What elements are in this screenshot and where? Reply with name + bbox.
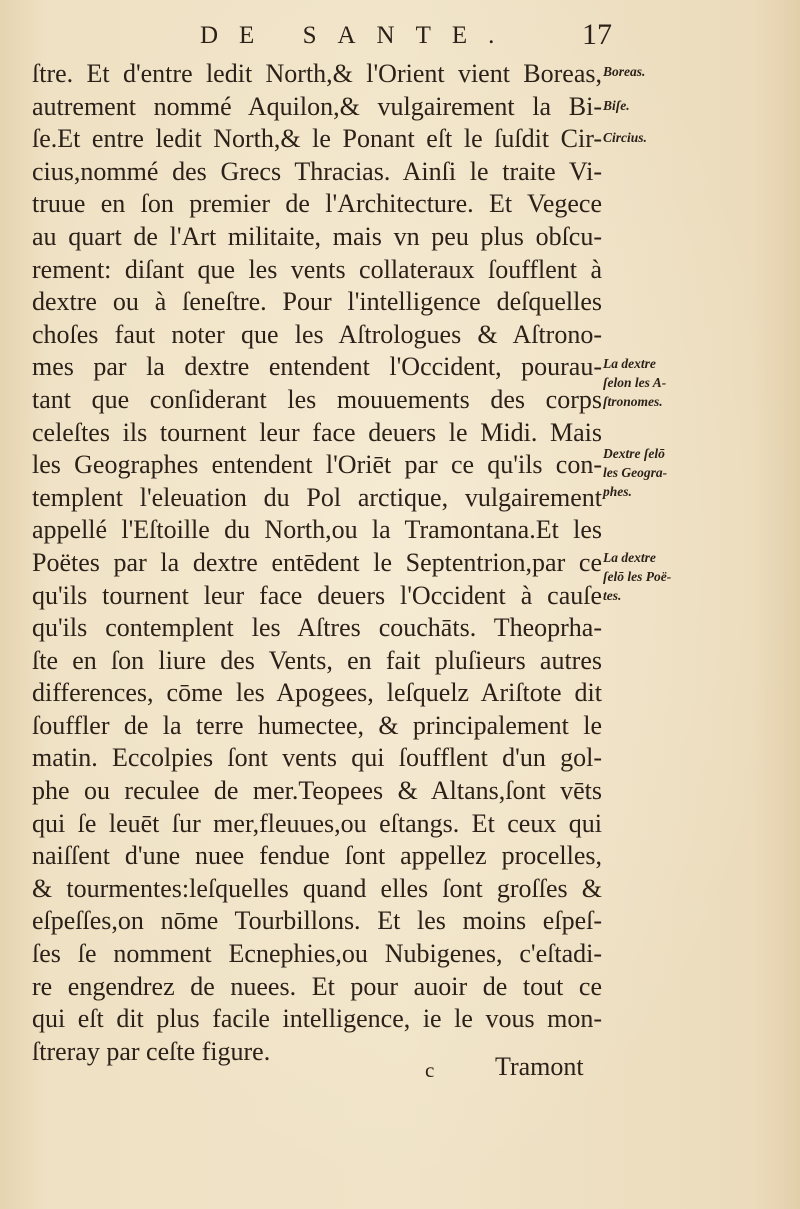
text-line: ſes ſe nomment Ecnephies,ou Nubigenes, c'eſtadi- — [32, 939, 602, 969]
running-head: DE SANTE. — [200, 22, 516, 49]
text-line: & tourmentes:leſquelles quand elles ſont groſſes & — [32, 873, 602, 903]
signature-mark: c — [425, 1058, 435, 1082]
text-line: matin. Eccolpies ſont vents qui ſoufflent d'un gol- — [32, 743, 602, 773]
margin-note-boreas — [603, 62, 645, 81]
text-line: choſes faut noter que les Aſtrologues & Aſtrono- — [32, 319, 602, 349]
text-line: re engendrez de nuees. Et pour auoir de tout ce — [32, 971, 602, 1001]
catchword: Tramont — [495, 1052, 584, 1081]
margin-note-dextre-poetes — [603, 548, 671, 605]
margin-note-line: tes. — [603, 588, 622, 603]
text-line: eſpeſſes,on nōme Tourbillons. Et les moins eſpeſ- — [32, 906, 602, 936]
margin-note-line: La dextre — [603, 356, 656, 371]
page-number: 17 — [582, 18, 612, 51]
text-line: celeſtes ils tournent leur face deuers le Midi. Mais — [32, 417, 602, 447]
text-line: cius,nommé des Grecs Thracias. Ainſi le traite Vi- — [32, 156, 602, 186]
text-line: ſtre. Et d'entre ledit North,& l'Orient vient Boreas, — [32, 59, 602, 88]
margin-note-bise — [603, 96, 630, 115]
text-line: qui ſe leuēt ſur mer,fleuues,ou eſtangs. Et ceux qui — [32, 808, 602, 838]
margin-note-line: phes. — [603, 484, 632, 499]
text-line: qui eſt dit plus facile intelligence, ie le vous mon- — [32, 1004, 602, 1034]
margin-note-line: Circius. — [603, 130, 647, 145]
text-line: mes par la dextre entendent l'Occident, pourau- — [32, 352, 602, 382]
text-line: templent l'eleuation du Pol arctique, vulgairement — [32, 482, 602, 512]
body-text — [32, 58, 602, 1068]
text-line: ſte en ſon liure des Vents, en fait pluſieurs autres — [32, 645, 602, 675]
text-line: qu'ils tournent leur face deuers l'Occident à cauſe — [32, 580, 602, 610]
margin-note-line: Dextre ſelō — [603, 446, 665, 461]
margin-note-circius — [603, 128, 647, 147]
margin-note-line: les Geogra- — [603, 465, 668, 480]
text-line: ſtreray par ceſte figure. — [32, 1036, 271, 1066]
margin-note-dextre-astronomes — [603, 354, 666, 411]
text-line: ſouffler de la terre humectee, & principalement le — [32, 710, 602, 740]
text-line: dextre ou à ſeneſtre. Pour l'intelligence deſquelles — [32, 287, 602, 317]
text-line: autrement nommé Aquilon,& vulgairement la Bi- — [32, 91, 602, 121]
text-line: rement: diſant que les vents collateraux ſoufflent à — [32, 254, 602, 284]
text-line: les Geographes entendent l'Oriēt par ce qu'ils con- — [32, 450, 602, 480]
margin-note-line: La dextre — [603, 550, 656, 565]
text-line: appellé l'Eſtoille du North,ou la Tramontana.Et les — [32, 515, 602, 545]
text-line: truue en ſon premier de l'Architecture. Et Vegece — [32, 189, 602, 219]
margin-note-line: ſtronomes. — [603, 394, 663, 409]
margin-note-line: Biſe. — [603, 98, 630, 113]
margin-note-line: ſelon les A- — [603, 375, 667, 390]
text-line: ſe.Et entre ledit North,& le Ponant eſt le ſuſdit Cir- — [32, 124, 602, 154]
text-line: Poëtes par la dextre entēdent le Septentrion,par ce — [32, 547, 602, 577]
text-line: naiſſent d'une nuee fendue ſont appellez procelles, — [32, 841, 602, 871]
text-line: differences, cōme les Apogees, leſquelz Ariſtote dit — [32, 678, 602, 708]
text-line: tant que conſiderant les mouuements des corps — [32, 384, 602, 414]
text-line: phe ou reculee de mer.Teopees & Altans,ſont vēts — [32, 776, 602, 806]
margin-note-dextre-geographes — [603, 444, 667, 501]
margin-note-line: Boreas. — [603, 64, 646, 79]
text-line: au quart de l'Art militaite, mais vn peu plus obſcu- — [32, 221, 602, 251]
text-line: qu'ils contemplent les Aſtres couchāts. Theoprha- — [32, 613, 602, 643]
margin-note-line: ſelō les Poë- — [603, 569, 672, 584]
